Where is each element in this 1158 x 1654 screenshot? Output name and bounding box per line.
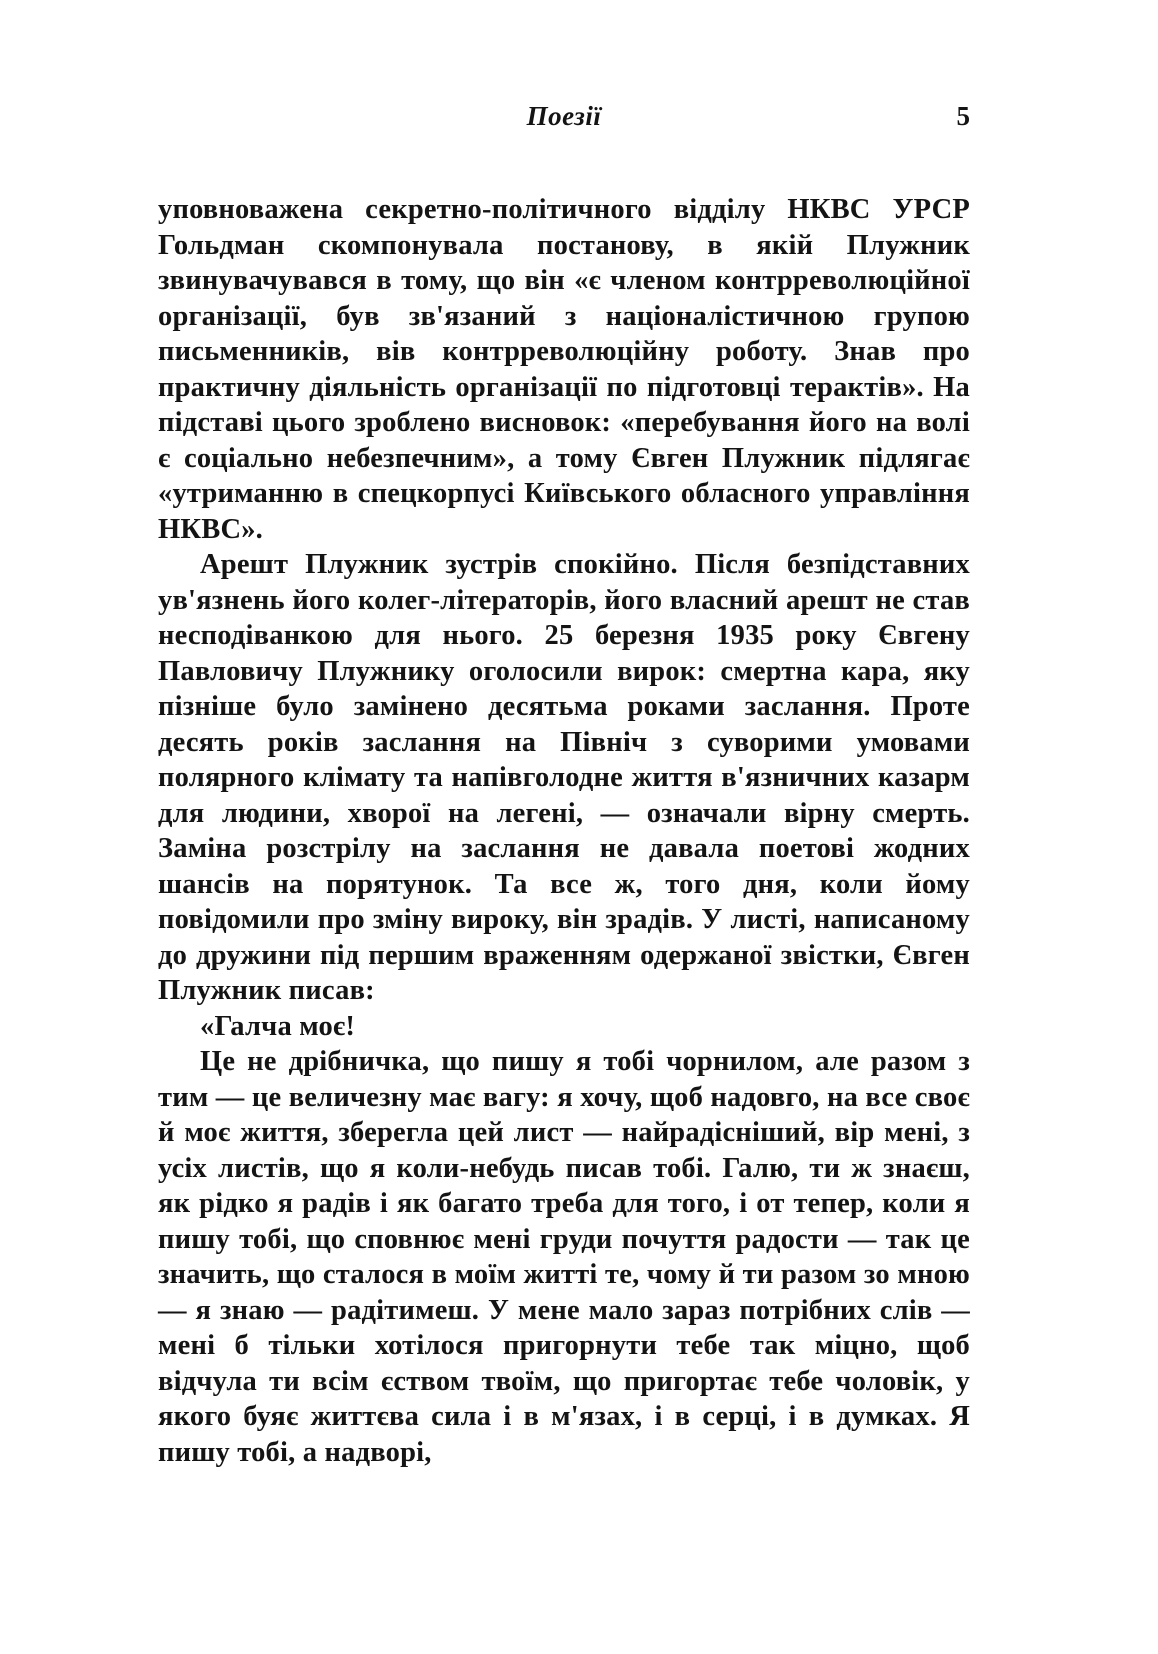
running-title: Поезії: [526, 101, 602, 131]
paragraph: Це не дрібничка, що пишу я тобі чорнилом, але разом з тим — це величезну має вагу: я хочу, щоб надовго, на все своє й моє життя, зберегла цей лист — найрадісніший, вір мені, з усіх листів, що я коли-небудь писав тобі. Галю, ти ж знаєш, як рідко я радів і як багато треба для того, і от тепер, коли я пишу тобі, що сповнює мені груди почуття радости — так це значить, що сталося в моїм житті те, чому й ти разом зо мною — я знаю — радітимеш. У мене мало зараз потрібних слів — мені б тільки хотілося пригорнути тебе так міцно, щоб відчула ти всім єством твоїм, що пригортає тебе чоловік, у якого буяє життєва сила і в м'язах, і в серці, і в думках. Я пишу тобі, а надворі,: [158, 1046, 970, 1468]
page-body: [158, 192, 970, 1470]
paragraph: «Галча моє!: [200, 1010, 356, 1042]
paragraph: Арешт Плужник зустрів спокійно. Після безпідставних ув'язнень його колег-літераторів, його власний арешт не став несподіванкою для нього. 25 березня 1935 року Євгену Павловичу Плужнику оголосили вирок: смертна кара, яку пізніше було замінено десятьма роками заслання. Проте десять років заслання на Північ з суворими умовами полярного клімату та напівголодне життя в'язничних казарм для людини, хворої на легені, — означали вірну смерть. Заміна розстрілу на заслання не давала поетові жодних шансів на порятунок. Та все ж, того дня, коли йому повідомили про зміну вироку, він зрадів. У листі, написаному до дружини під першим враженням одержаної звістки, Євген Плужник писав:: [158, 549, 970, 1006]
paragraph: уповноважена секретно-політичного відділу НКВС УРСР Гольдман скомпонувала постанову, в якій Плужник звинувачувався в тому, що він «є членом контрреволюційної організації, був зв'язаний з націоналістичною групою письменників, вів контрреволюційну роботу. Знав про практичну діяльність організації по підготовці терактів». На підставі цього зроблено висновок: «перебування його на волі є соціально небезпечним», а тому Євген Плужник підлягає «утриманню в спецкорпусі Київського обласного управління НКВС».: [158, 194, 970, 545]
page-number: 5: [956, 101, 970, 131]
page-header: [158, 100, 970, 134]
